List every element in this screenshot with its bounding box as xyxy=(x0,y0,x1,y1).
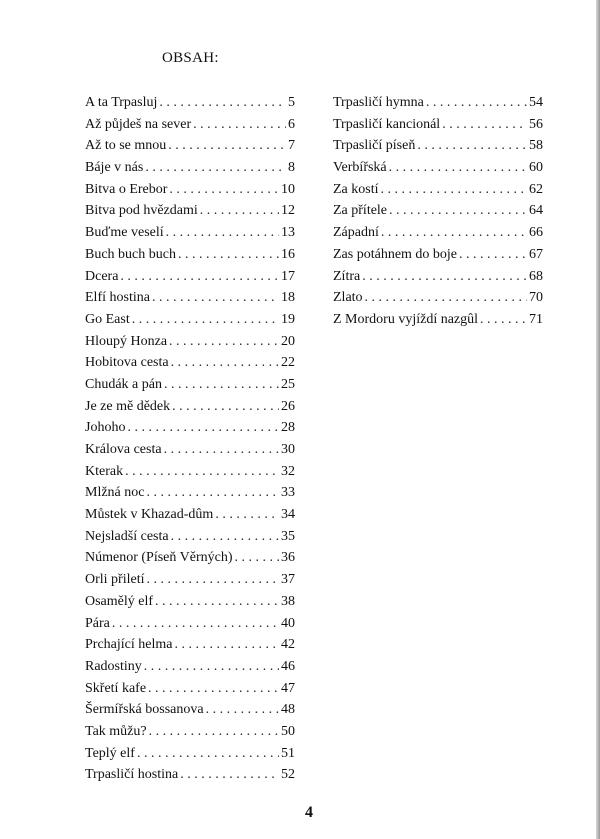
dot-leader xyxy=(362,266,527,288)
toc-entry-title: Hloupý Honza xyxy=(85,333,168,349)
dot-leader xyxy=(459,244,527,266)
toc-entry xyxy=(85,764,295,786)
toc-entry-page: 40 xyxy=(281,615,295,631)
toc-entry xyxy=(85,526,295,548)
toc-entry xyxy=(85,374,295,396)
dot-leader xyxy=(480,309,527,331)
toc-entry xyxy=(85,699,295,721)
toc-entry-title: Radostiny xyxy=(85,658,142,674)
toc-entry-page: 60 xyxy=(529,160,543,176)
toc-entry-title: Trpasličí hymna xyxy=(333,95,424,110)
toc-entry xyxy=(85,482,295,504)
toc-entry-page: 5 xyxy=(288,95,295,110)
toc-entry-title: Buch buch buch xyxy=(85,246,176,262)
toc-entry xyxy=(85,114,295,136)
dot-leader xyxy=(193,114,286,136)
toc-entry-page: 17 xyxy=(281,268,295,284)
toc-entry-title: Bitva o Erebor xyxy=(85,181,168,197)
dot-leader xyxy=(200,200,279,222)
contents-heading: OBSAH: xyxy=(162,50,219,66)
dot-leader xyxy=(152,287,279,309)
dot-leader xyxy=(206,699,279,721)
toc-entry-page: 37 xyxy=(281,572,295,588)
toc-entry-page: 30 xyxy=(281,442,295,457)
toc-entry-title: Hobitova cesta xyxy=(85,355,169,371)
toc-entry-page: 26 xyxy=(281,398,295,414)
dot-leader xyxy=(132,309,279,331)
toc-entry-title: Trpasličí hostina xyxy=(85,767,179,783)
toc-entry-page: 64 xyxy=(529,203,543,219)
toc-entry-title: Až půjdeš na sever xyxy=(85,116,192,132)
toc-column-left xyxy=(85,92,295,786)
toc-entry-page: 66 xyxy=(529,225,543,241)
dot-leader xyxy=(164,439,279,461)
toc-entry xyxy=(333,157,543,179)
toc-entry xyxy=(85,678,295,700)
toc-entry xyxy=(85,613,295,635)
toc-entry-title: Pára xyxy=(85,615,110,631)
toc-entry xyxy=(333,287,543,309)
toc-entry-title: Králova cesta xyxy=(85,442,162,457)
toc-entry xyxy=(85,200,295,222)
toc-entry-title: Nejsladší cesta xyxy=(85,528,169,544)
toc-entry xyxy=(85,266,295,288)
dot-leader xyxy=(127,417,279,439)
toc-entry-title: Elfí hostina xyxy=(85,290,150,306)
toc-entry xyxy=(85,504,295,526)
toc-entry-page: 70 xyxy=(529,290,543,306)
toc-entry-page: 25 xyxy=(281,376,295,392)
toc-entry-title: Šermířská bossanova xyxy=(85,702,204,718)
dot-leader xyxy=(442,114,527,136)
toc-entry-title: Trpasličí píseň xyxy=(333,138,416,154)
toc-entry-title: Za přítele xyxy=(333,203,388,219)
toc-entry-title: Prchající helma xyxy=(85,637,173,653)
toc-entry-page: 36 xyxy=(281,550,295,566)
dot-leader xyxy=(147,569,280,591)
toc-entry-page: 50 xyxy=(281,723,295,739)
dot-leader xyxy=(171,526,279,548)
page-number: 4 xyxy=(305,804,313,821)
toc-entry-title: Mlžná noc xyxy=(85,485,145,501)
toc-entry xyxy=(85,222,295,244)
toc-entry xyxy=(85,352,295,374)
toc-entry xyxy=(85,309,295,331)
dot-leader xyxy=(171,352,279,374)
toc-entry-page: 20 xyxy=(281,333,295,349)
toc-entry-title: Zítra xyxy=(333,268,361,284)
dot-leader xyxy=(381,179,528,201)
dot-leader xyxy=(365,287,527,309)
toc-entry-title: Go East xyxy=(85,311,130,327)
toc-entry xyxy=(85,396,295,418)
dot-leader xyxy=(159,92,286,114)
toc-entry-title: Chudák a pán xyxy=(85,376,162,392)
toc-entry-title: Kterak xyxy=(85,463,124,479)
toc-entry xyxy=(85,721,295,743)
toc-entry-page: 46 xyxy=(281,658,295,674)
toc-entry-page: 8 xyxy=(288,160,295,176)
toc-entry-page: 35 xyxy=(281,528,295,544)
toc-entry-page: 54 xyxy=(529,95,543,110)
dot-leader xyxy=(389,200,527,222)
dot-leader xyxy=(166,222,279,244)
dot-leader xyxy=(164,374,279,396)
toc-entry xyxy=(85,417,295,439)
toc-entry-page: 48 xyxy=(281,702,295,718)
toc-entry xyxy=(333,200,543,222)
toc-entry xyxy=(85,135,295,157)
toc-entry-title: A ta Trpasluj xyxy=(85,95,158,110)
toc-entry-page: 33 xyxy=(281,485,295,501)
toc-entry xyxy=(85,244,295,266)
toc-entry xyxy=(333,222,543,244)
toc-entry-title: Zlato xyxy=(333,290,363,306)
toc-entry-page: 13 xyxy=(281,225,295,241)
toc-entry-page: 22 xyxy=(281,355,295,371)
toc-entry xyxy=(85,179,295,201)
toc-entry xyxy=(333,135,543,157)
toc-entry-title: Teplý elf xyxy=(85,745,135,761)
toc-entry-page: 10 xyxy=(281,181,295,197)
dot-leader xyxy=(381,222,527,244)
toc-entry-page: 18 xyxy=(281,290,295,306)
dot-leader xyxy=(145,157,286,179)
toc-entry-page: 6 xyxy=(288,116,295,132)
toc-entry-page: 38 xyxy=(281,593,295,609)
page-edge-shadow xyxy=(596,0,600,839)
toc-entry xyxy=(85,287,295,309)
dot-leader xyxy=(169,179,279,201)
toc-entry xyxy=(85,591,295,613)
toc-entry-page: 19 xyxy=(281,311,295,327)
toc-entry xyxy=(333,92,543,114)
toc-entry xyxy=(85,157,295,179)
toc-entry-title: Západní xyxy=(333,225,379,241)
toc-entry-title: Dcera xyxy=(85,268,119,284)
dot-leader xyxy=(144,656,279,678)
toc-entry xyxy=(85,569,295,591)
toc-entry-page: 71 xyxy=(529,311,543,327)
toc-entry-page: 58 xyxy=(529,138,543,154)
dot-leader xyxy=(155,591,279,613)
toc-entry xyxy=(333,179,543,201)
toc-entry-title: Je ze mě dědek xyxy=(85,398,171,414)
toc-entry-page: 56 xyxy=(529,116,543,132)
dot-leader xyxy=(215,504,279,526)
toc-entry-title: Báje v nás xyxy=(85,160,144,176)
dot-leader xyxy=(180,764,279,786)
dot-leader xyxy=(125,461,279,483)
toc-entry-page: 47 xyxy=(281,680,295,696)
toc-entry-title: Tak můžu? xyxy=(85,723,147,739)
dot-leader xyxy=(178,244,279,266)
toc-entry-page: 51 xyxy=(281,745,295,761)
toc-entry xyxy=(85,331,295,353)
toc-entry xyxy=(85,656,295,678)
toc-entry-title: Za kostí xyxy=(333,181,379,197)
toc-entry-title: Z Mordoru vyjíždí nazgûl xyxy=(333,311,479,327)
toc-entry-title: Trpasličí kancionál xyxy=(333,116,441,132)
toc-entry xyxy=(85,634,295,656)
toc-entry xyxy=(333,266,543,288)
toc-entry-title: Orli přiletí xyxy=(85,572,145,588)
toc-entry-title: Bitva pod hvězdami xyxy=(85,203,198,219)
toc-entry-title: Númenor (Píseň Věrných) xyxy=(85,550,233,566)
dot-leader xyxy=(112,613,279,635)
toc-entry-page: 32 xyxy=(281,463,295,479)
dot-leader xyxy=(235,547,280,569)
dot-leader xyxy=(149,721,279,743)
dot-leader xyxy=(168,135,286,157)
toc-entry-title: Osamělý elf xyxy=(85,593,154,609)
toc-entry-page: 52 xyxy=(281,767,295,783)
toc-entry-page: 62 xyxy=(529,181,543,197)
dot-leader xyxy=(172,396,279,418)
toc-entry-title: Můstek v Khazad-dûm xyxy=(85,507,214,523)
toc-entry-title: Johoho xyxy=(85,420,126,436)
dot-leader xyxy=(146,482,279,504)
dot-leader xyxy=(417,135,527,157)
toc-entry-title: Skřetí kafe xyxy=(85,680,147,696)
toc-entry-title: Buďme veselí xyxy=(85,225,164,241)
toc-entry xyxy=(333,244,543,266)
toc-entry xyxy=(333,309,543,331)
toc-entry-title: Verbířská xyxy=(333,160,387,176)
toc-column-right xyxy=(333,92,543,331)
toc-entry-page: 68 xyxy=(529,268,543,284)
toc-entry xyxy=(333,114,543,136)
dot-leader xyxy=(426,92,527,114)
toc-entry xyxy=(85,439,295,461)
dot-leader xyxy=(169,331,279,353)
toc-entry xyxy=(85,547,295,569)
toc-entry-page: 28 xyxy=(281,420,295,436)
toc-entry-title: Až to se mnou xyxy=(85,138,167,154)
toc-entry-page: 12 xyxy=(281,203,295,219)
toc-entry-title: Zas potáhnem do boje xyxy=(333,246,458,262)
dot-leader xyxy=(174,634,279,656)
dot-leader xyxy=(120,266,279,288)
toc-entry-page: 7 xyxy=(288,138,295,154)
dot-leader xyxy=(148,678,279,700)
dot-leader xyxy=(389,157,527,179)
dot-leader xyxy=(137,743,279,765)
toc-entry xyxy=(85,92,295,114)
toc-entry-page: 67 xyxy=(529,246,543,262)
toc-entry-page: 16 xyxy=(281,246,295,262)
toc-entry-page: 42 xyxy=(281,637,295,653)
toc-entry xyxy=(85,743,295,765)
toc-entry-page: 34 xyxy=(281,507,295,523)
toc-entry xyxy=(85,461,295,483)
